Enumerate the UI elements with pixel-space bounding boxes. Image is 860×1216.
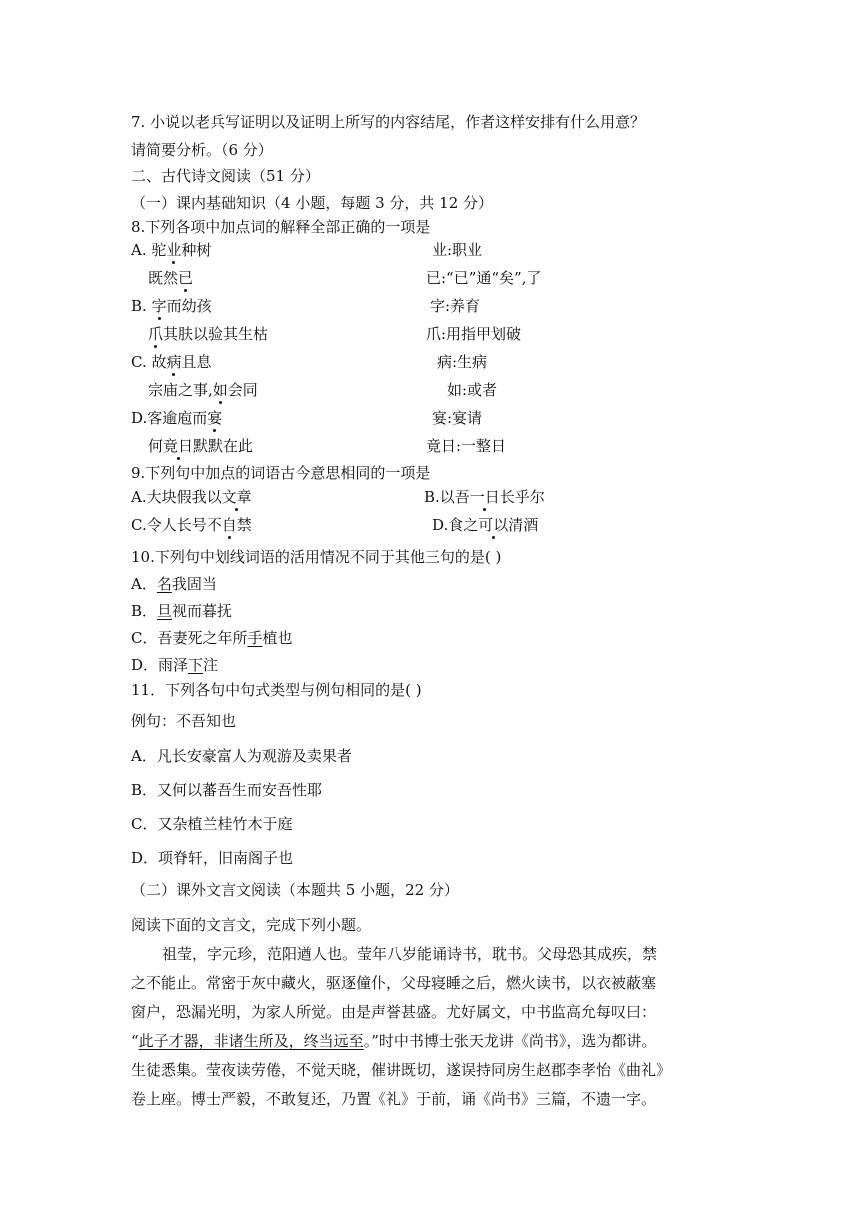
- q11-option-a: A．凡长安豪富人为观游及卖果者: [131, 747, 352, 765]
- q8-option-b2-explanation: 爪:用指甲划破: [426, 325, 522, 343]
- q8-stem: 8.下列各项中加点词的解释全部正确的一项是: [131, 218, 431, 236]
- passage-line-2: 之不能止。常密于灰中藏火，驱逐僮仆，父母寝睡之后，燃火读书，以衣被蔽塞: [131, 974, 657, 992]
- q11-option-b: B．又何以蕃吾生而安吾性耶: [131, 781, 323, 799]
- q8-option-b2: 爪其肤以验其生枯: [148, 325, 269, 343]
- passage-line-4: “此子才器，非诸生所及，终当远至。”时中书博士张天龙讲《尚书》，选为都讲。: [131, 1032, 657, 1050]
- q8-option-d1-explanation: 宴:宴请: [432, 409, 483, 427]
- q9-stem: 9.下列句中加点的词语古今意思相同的一项是: [131, 464, 431, 482]
- q8-option-c2-explanation: 如:或者: [447, 381, 498, 399]
- sub2-instruction: 阅读下面的文言文，完成下列小题。: [131, 916, 372, 934]
- q7-line2: 请简要分析。（6 分）: [131, 141, 273, 159]
- passage-line-1: 祖莹，字元珍，范阳遒人也。莹年八岁能诵诗书，耽书。父母恐其成疾，禁: [162, 945, 658, 963]
- q8-option-c1: C. 故病且息: [131, 353, 212, 371]
- q11-example: 例句：不吾知也: [131, 712, 237, 730]
- q8-option-a2-explanation: 已:“已”通“矣”,了: [426, 269, 542, 287]
- q8-option-a2: 既然已: [148, 269, 194, 287]
- q11-option-c: C．又杂植兰桂竹木于庭: [131, 815, 293, 833]
- q8-option-a1: A. 驼业种树: [131, 241, 212, 259]
- q11-option-d: D．项脊轩，旧南阁子也: [131, 849, 294, 867]
- q9-option-b: B.以吾一日长乎尔: [424, 488, 545, 506]
- passage-line-6: 卷上座。博士严毅，不敢复还，乃置《礼》于前，诵《尚书》三篇，不遗一字。: [131, 1090, 657, 1108]
- passage-line-3: 窗户，恐漏光明，为家人所觉。由是声誉甚盛。尤好属文，中书监高允每叹曰：: [131, 1003, 657, 1021]
- passage-line-5: 生徒悉集。莹夜读劳倦，不觉天晓，催讲既切，遂误持同房生赵郡李孝怡《曲礼》: [131, 1061, 672, 1079]
- q10-stem: 10.下列句中划线词语的活用情况不同于其他三句的是( ): [131, 548, 502, 566]
- q9-option-d: D.食之可以清酒: [432, 516, 539, 534]
- q8-option-c2: 宗庙之事,如会同: [148, 381, 258, 399]
- q8-option-d1: D.客逾庖而宴: [131, 409, 223, 427]
- q8-option-d2-explanation: 竟日:一整日: [426, 437, 507, 455]
- section2-sub1: （一）课内基础知识（4 小题，每题 3 分，共 12 分）: [131, 194, 494, 212]
- q8-option-d2: 何竟日默默在此: [148, 437, 254, 455]
- section2-title: 二、古代诗文阅读（51 分）: [131, 167, 320, 185]
- q7-line1: 7. 小说以老兵写证明以及证明上所写的内容结尾，作者这样安排有什么用意？: [131, 113, 646, 131]
- q8-option-c1-explanation: 病:生病: [437, 353, 488, 371]
- q9-option-a: A.大块假我以文章: [131, 488, 252, 506]
- q8-option-b1: B. 字而幼孩: [131, 297, 212, 315]
- underlined-sentence: 此子才器，非诸生所及，终当远至: [138, 1032, 364, 1050]
- q10-option-b: B．旦视而暮抚: [131, 602, 233, 620]
- q11-stem: 11．下列各句中句式类型与例句相同的是( ): [131, 681, 422, 699]
- sub2-title: （二）课外文言文阅读（本题共 5 小题，22 分）: [131, 881, 459, 899]
- q10-option-d: D．雨泽下注: [131, 656, 219, 674]
- q8-option-b1-explanation: 字:养育: [430, 297, 481, 315]
- q10-option-a: A．名我固当: [131, 575, 217, 593]
- q8-option-a1-explanation: 业:职业: [432, 241, 483, 259]
- q10-option-c: C．吾妻死之年所手植也: [131, 629, 293, 647]
- q9-option-c: C.令人长号不自禁: [131, 516, 252, 534]
